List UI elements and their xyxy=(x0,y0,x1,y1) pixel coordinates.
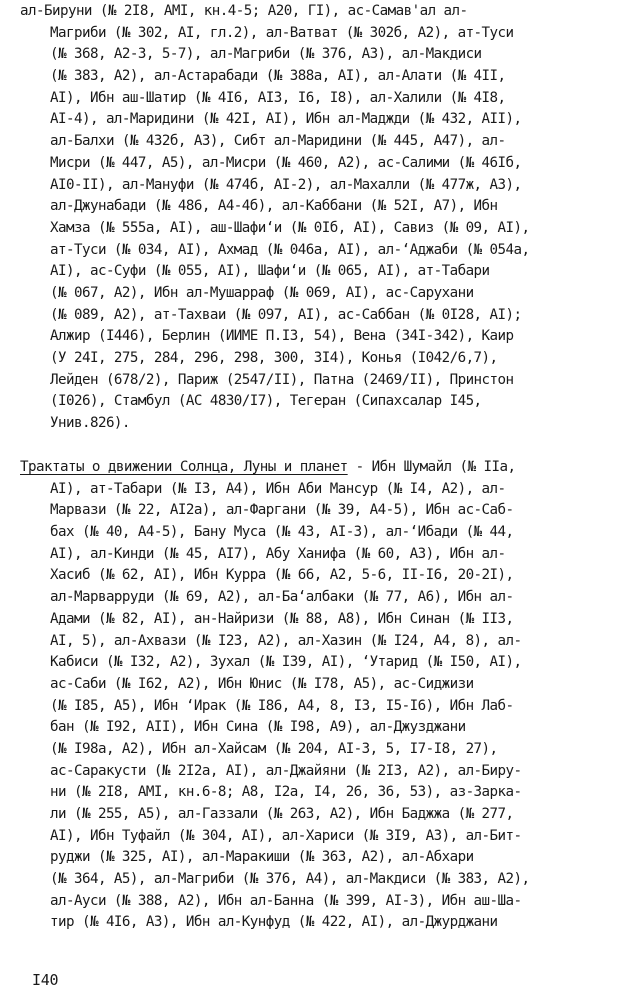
text-line: бах (№ 40, А4-5), Бану Муса (№ 43, АI-3), ал-‘Ибади (№ 44, xyxy=(50,524,514,541)
text-line: Алжир (I446), Берлин (ИИМЕ П.I3, 54), Вена (34I-342), Каир xyxy=(50,328,514,345)
text-line: Мисри (№ 447, А5), ал-Мисри (№ 460, А2), ас-Салими (№ 46Iб, xyxy=(50,154,522,171)
text-line: ни (№ 2I8, АМI, кн.6-8; А8, I2а, I4, 26, 36, 53), аз-Заркa- xyxy=(50,784,522,801)
text-line: ал-Балхи (№ 432б, А3), Сибт ал-Маридини (№ 445, А47), ал- xyxy=(50,133,506,150)
text-line-rest: - Ибн Шумайл (№ IIа, xyxy=(347,459,516,475)
text-line: (№ 364, А5), ал-Магриби (№ 376, А4), ал-Макдиси (№ 383, А2), xyxy=(50,871,530,888)
section-heading: Трактаты о движении Солнца, Луны и планет xyxy=(20,459,348,475)
page-number: I40 xyxy=(32,971,59,989)
text-line: АI, 5), ал-Ахвази (№ I23, А2), ал-Хазин (№ I24, А4, 8), ал- xyxy=(50,632,522,649)
text-line: Лейден (678/2), Париж (2547/II), Патна (2469/II), Принстон xyxy=(50,371,514,388)
text-line: Марвази (№ 22, АI2а), ал-Фаргани (№ 39, А4-5), Ибн ас-Саб- xyxy=(50,502,514,519)
text-line: тир (№ 4I6, А3), Ибн ал-Кунфуд (№ 422, АI), ал-Джурджани xyxy=(50,914,498,931)
text-line: ас-Саби (№ I62, А2), Ибн Юнис (№ I78, А5), ас-Сиджизи xyxy=(50,675,474,692)
text-line: (№ 089, А2), ат-Тахваи (№ 097, АI), ас-Саббан (№ 0I28, АI); xyxy=(50,306,522,323)
text-line: ал-Ауси (№ 388, А2), Ибн ал-Банна (№ 399, АI-3), Ибн аш-Ша- xyxy=(50,892,522,909)
text-line: (№ 368, А2-3, 5-7), ал-Магриби (№ 376, А3), ал-Макдиси xyxy=(50,46,482,63)
text-line: (№ I85, А5), Ибн ‘Ирак (№ I86, А4, 8, I3, I5-I6), Ибн Лаб- xyxy=(50,697,514,714)
bibliography-section-treatises xyxy=(20,457,600,934)
text-line: АI0-II), ал-Мануфи (№ 474б, АI-2), ал-Махалли (№ 477ж, А3), xyxy=(50,176,522,193)
text-line: ал-Джунабади (№ 486, А4-4б), ал-Каббани (№ 52I, А7), Ибн xyxy=(50,198,498,215)
text-line: (I026), Стамбул (АС 4830/I7), Тегеран (Сипахсалар I45, xyxy=(50,393,482,410)
text-line: (№ 067, А2), Ибн ал-Мушарраф (№ 069, АI), ас-Сарухани xyxy=(50,284,474,301)
text-line: АI), Ибн Туфайл (№ 304, АI), ал-Хариси (№ 3I9, А3), ал-Бит- xyxy=(50,827,522,844)
text-line: Магриби (№ 302, АI, гл.2), ал-Ватват (№ 302б, А2), ат-Туси xyxy=(50,24,514,41)
text-line: Адами (№ 82, АI), ан-Найризи (№ 88, А8), Ибн Синан (№ II3, xyxy=(50,610,514,627)
text-line: ас-Саракусти (№ 2I2а, АI), ал-Джайяни (№ 2I3, А2), ал-Биру- xyxy=(50,762,522,779)
bibliography-section-continued xyxy=(20,1,600,435)
text-line: (№ I98а, А2), Ибн ал-Хайсам (№ 204, АI-3, 5, I7-I8, 27), xyxy=(50,740,498,757)
text-line: бан (№ I92, АII), Ибн Сина (№ I98, А9), ал-Джузджани xyxy=(50,719,466,736)
text-line: АI), Ибн аш-Шатир (№ 4I6, АI3, I6, I8), ал-Халили (№ 4I8, xyxy=(50,89,506,106)
text-line: (№ 383, А2), ал-Астарабади (№ 388а, АI), ал-Алати (№ 4II, xyxy=(50,68,506,85)
text-line: (У 24I, 275, 284, 296, 298, 300, 3I4), Конья (I042/6,7), xyxy=(50,350,498,366)
text-line: ли (№ 255, А5), ал-Газзали (№ 263, А2), Ибн Баджжа (№ 277, xyxy=(50,806,514,822)
text-line: ал-Бируни (№ 2I8, АМI, кн.4-5; А20, ГI), ас-Самав'ал ал- xyxy=(20,3,468,19)
text-line: ал-Марварруди (№ 69, А2), ал-Ба‘албаки (№ 77, А6), Ибн ал- xyxy=(50,589,514,606)
text-line: АI), ал-Кинди (№ 45, АI7), Абу Ханифа (№ 60, А3), Ибн ал- xyxy=(50,545,506,562)
text-line: Хамза (№ 555а, АI), аш-Шафи‘и (№ 0Iб, АI), Савиз (№ 09, АI), xyxy=(50,219,530,236)
text-line: Унив.826). xyxy=(50,415,130,432)
text-line: ат-Туси (№ 034, АI), Ахмад (№ 046а, АI), ал-‘Аджаби (№ 054а, xyxy=(50,241,530,258)
text-line: АI), ат-Табари (№ I3, А4), Ибн Аби Мансур (№ I4, А2), ал- xyxy=(50,480,506,497)
text-line: АI), ас-Суфи (№ 055, АI), Шафи‘и (№ 065, АI), ат-Табари xyxy=(50,263,490,280)
text-line: Хасиб (№ 62, АI), Ибн Курра (№ 66, А2, 5-6, II-I6, 20-2I), xyxy=(50,567,514,584)
section-heading-line xyxy=(20,457,600,479)
text-line: АI-4), ал-Маридини (№ 42I, АI), Ибн ал-Маджди (№ 432, АII), xyxy=(50,111,522,128)
text-line: Кабиси (№ I32, А2), Зухал (№ I39, АI), ‘Утарид (№ I50, АI), xyxy=(50,654,522,671)
text-line: руджи (№ 325, АI), ал-Маракиши (№ 363, А2), ал-Абхари xyxy=(50,849,474,866)
